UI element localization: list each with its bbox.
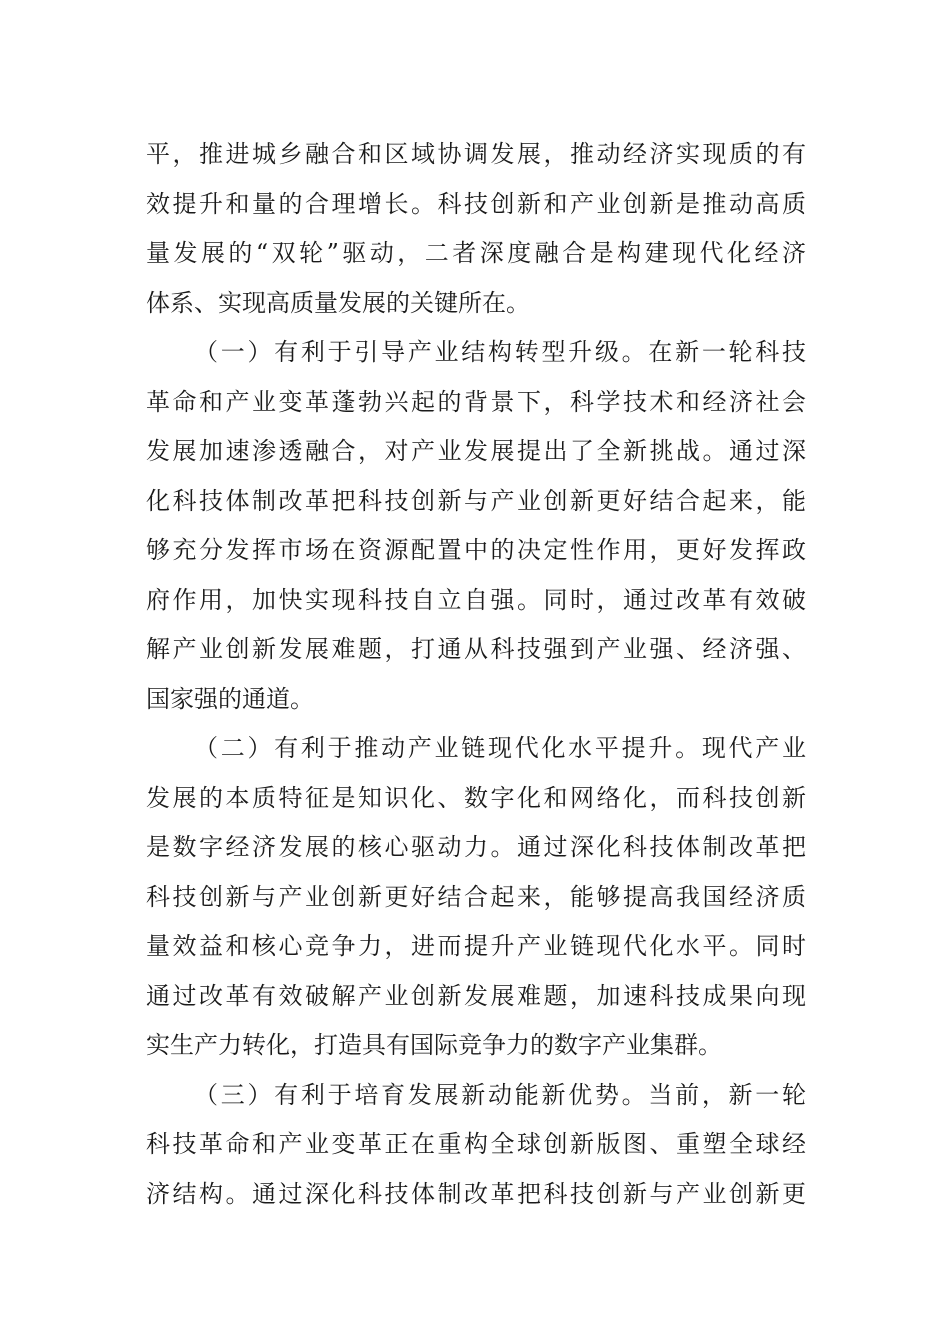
text-line: 化科技体制改革把科技创新与产业创新更好结合起来，能 xyxy=(146,486,806,515)
text-line: 体系、实现高质量发展的关键所在。 xyxy=(146,288,530,317)
section-heading-line: （三）有利于培育发展新动能新优势。当前，新一轮 xyxy=(194,1080,806,1109)
text-line: 国家强的通道。 xyxy=(146,684,314,713)
text-line: 效提升和量的合理增长。科技创新和产业创新是推动高质 xyxy=(146,189,806,218)
paragraph-intro xyxy=(146,130,806,328)
paragraph-section-1 xyxy=(146,328,806,724)
text-line: 量效益和核心竞争力，进而提升产业链现代化水平。同时 xyxy=(146,932,806,960)
text-line: 通过改革有效破解产业创新发展难题，加速科技成果向现 xyxy=(146,981,806,1010)
section-heading-line: （一）有利于引导产业结构转型升级。在新一轮科技 xyxy=(194,338,806,366)
text-line: 科技创新与产业创新更好结合起来，能够提高我国经济质 xyxy=(146,882,806,911)
paragraph-section-3 xyxy=(146,1071,806,1220)
section-heading-line: （二）有利于推动产业链现代化水平提升。现代产业 xyxy=(194,734,806,762)
document-body xyxy=(146,130,806,1219)
text-line: 够充分发挥市场在资源配置中的决定性作用，更好发挥政 xyxy=(146,536,806,564)
text-line: 发展的本质特征是知识化、数字化和网络化，而科技创新 xyxy=(146,783,806,812)
text-line: 府作用，加快实现科技自立自强。同时，通过改革有效破 xyxy=(146,585,806,614)
text-line: 发展加速渗透融合，对产业发展提出了全新挑战。通过深 xyxy=(146,437,806,465)
text-line: 实生产力转化，打造具有国际竞争力的数字产业集群。 xyxy=(146,1031,722,1059)
text-line: 革命和产业变革蓬勃兴起的背景下，科学技术和经济社会 xyxy=(146,387,806,416)
text-line: 济结构。通过深化科技体制改革把科技创新与产业创新更 xyxy=(146,1179,806,1208)
text-line: 解产业创新发展难题，打通从科技强到产业强、经济强、 xyxy=(146,635,806,663)
text-line: 量发展的“双轮”驱动，二者深度融合是构建现代化经济 xyxy=(146,239,806,267)
text-line: 平，推进城乡融合和区域协调发展，推动经济实现质的有 xyxy=(146,140,806,168)
text-line: 科技革命和产业变革正在重构全球创新版图、重塑全球经 xyxy=(146,1130,806,1158)
paragraph-section-2 xyxy=(146,724,806,1071)
text-line: 是数字经济发展的核心驱动力。通过深化科技体制改革把 xyxy=(146,833,806,861)
